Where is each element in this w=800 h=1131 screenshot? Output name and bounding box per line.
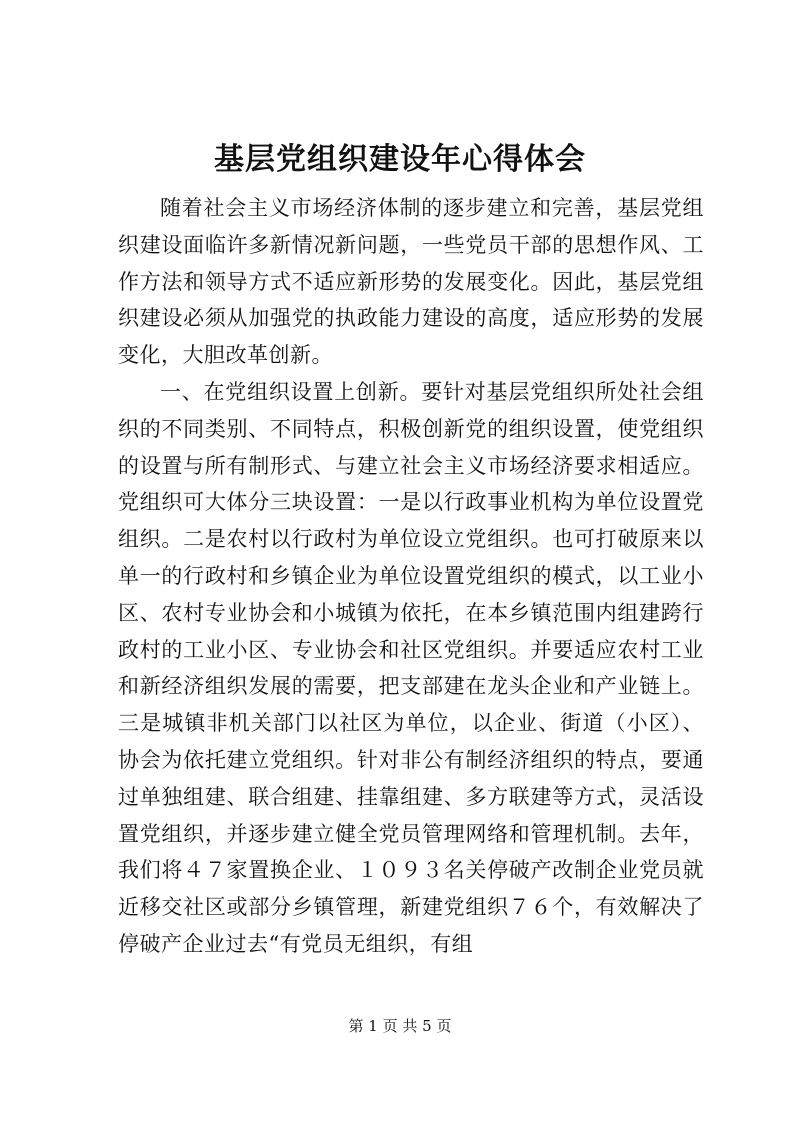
page-number: 第 1 页 共 5 页 [348,1017,452,1035]
document-title: 基层党组织建设年心得体会 [214,142,586,177]
document-body [118,190,704,963]
paragraph-section-one: 一、在党组织设置上创新。要针对基层党组织所处社会组织的不同类别、不同特点，积极创新党的组织设置，使党组织的设置与所有制形式、与建立社会主义市场经济要求相适应。党组织可大体分三块设置：一是以行政事业机构为单位设置党组织。二是农村以行政村为单位设立党组织。也可打破原来以单一的行政村和乡镇企业为单位设置党组织的模式，以工业小区、农村专业协会和小城镇为依托，在本乡镇范围内组建跨行政村的工业小区、专业协会和社区党组织。并要适应农村工业和新经济组织发展的需要，把支部建在龙头企业和产业链上。三是城镇非机关部门以社区为单位，以企业、街道（小区）、协会为依托建立党组织。针对非公有制经济组织的特点，要通过单独组建、联合组建、挂靠组建、多方联建等方式，灵活设置党组织，并逐步建立健全党员管理网络和管理机制。去年，我们将４７家置换企业、１０９３名关停破产改制企业党员就近移交社区或部分乡镇管理，新建党组织７６个，有效解决了停破产企业过去“有党员无组织，有组 [118,379,704,956]
paragraph-intro: 随着社会主义市场经济体制的逐步建立和完善，基层党组织建设面临许多新情况新问题，一些党员干部的思想作风、工作方法和领导方式不适应新形势的发展变化。因此，基层党组织建设必须从加强党的执政能力建设的高度，适应形势的发展变化，大胆改革创新。 [118,196,704,368]
